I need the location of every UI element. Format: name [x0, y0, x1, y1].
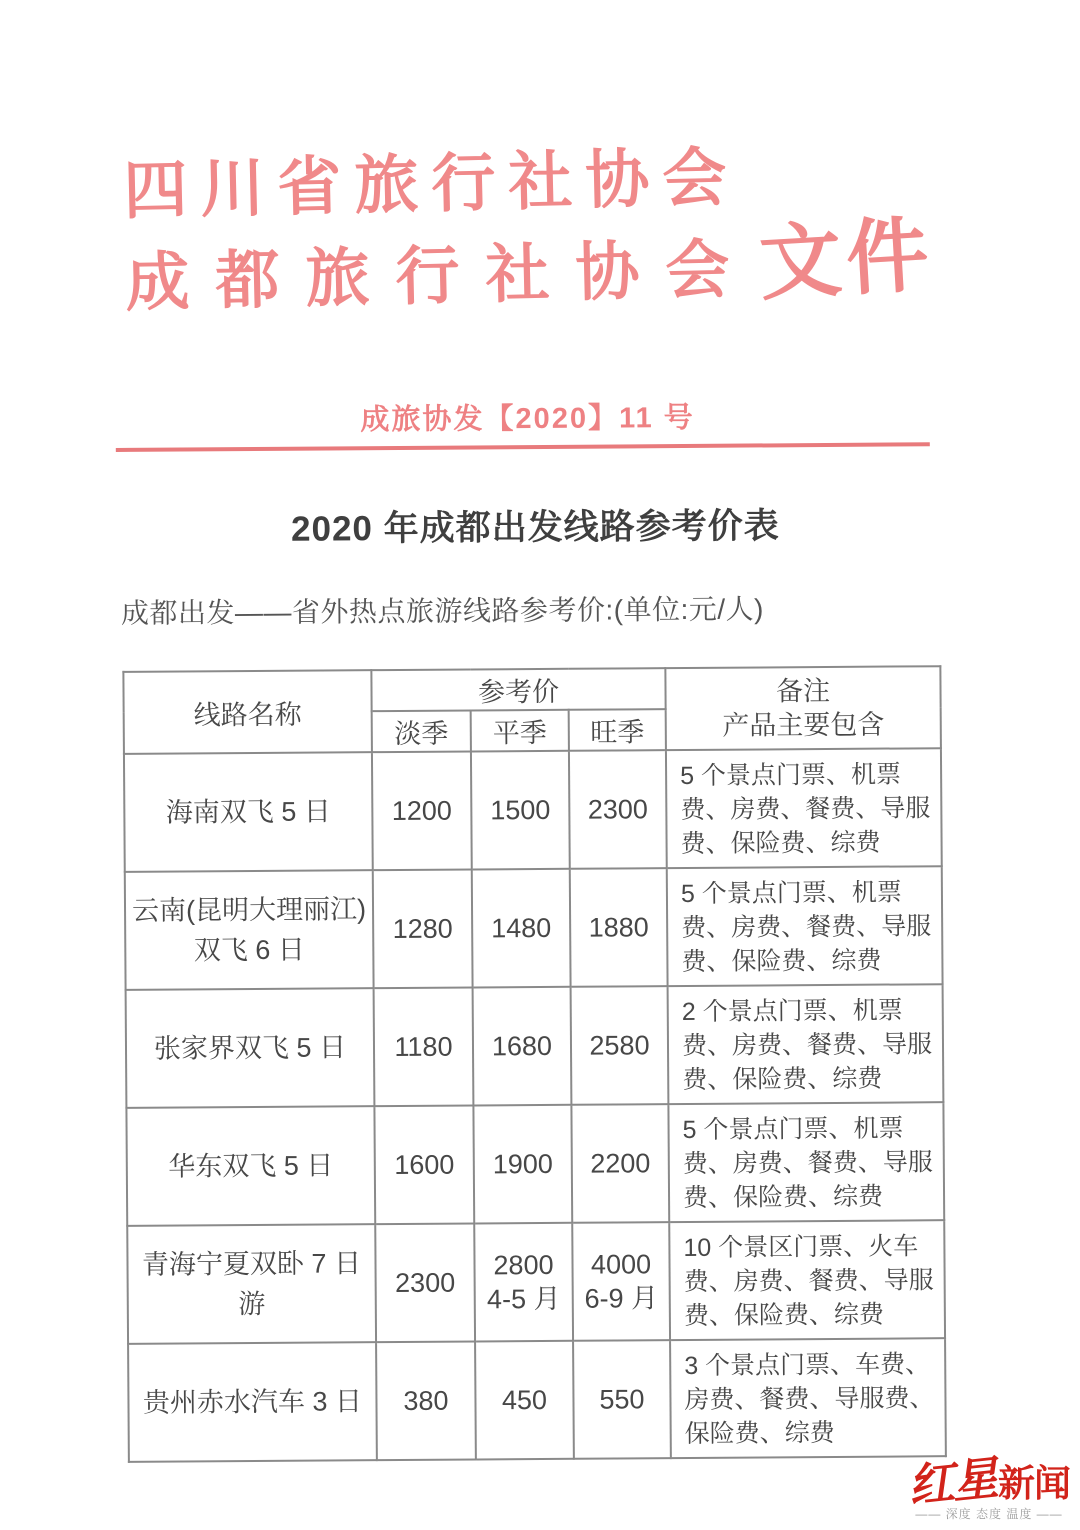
table-row [128, 1338, 946, 1462]
note-header-subtitle: 产品主要包含 [722, 709, 885, 741]
price-period: 4-5 月 [486, 1283, 561, 1315]
price-mid-cell: 450 [475, 1341, 574, 1460]
season-high-header-cell: 旺季 [569, 709, 666, 751]
table-row [126, 1102, 944, 1226]
note-cell: 10 个景区门票、火车费、房费、餐费、导服费、保险费、综费 [669, 1220, 945, 1340]
note-cell: 5 个景点门票、机票费、房费、餐费、导服费、保险费、综费 [668, 1102, 944, 1222]
price-high-cell: 550 [573, 1340, 671, 1459]
price-high-cell: 2580 [571, 986, 669, 1105]
hongxing-news-logo [904, 1451, 1074, 1521]
org-name-line2: 成都旅行社协会 [124, 232, 757, 319]
price-mid-cell: 1500 [471, 751, 570, 870]
logo-tagline: —— 深度 态度 温度 —— [915, 1507, 1063, 1521]
season-mid-header-cell: 平季 [471, 710, 569, 752]
note-header-cell [665, 666, 941, 750]
price-low-cell: 1180 [374, 987, 474, 1106]
doc-number: 成旅协发【2020】11 号 [360, 401, 695, 437]
logo-block-text: 新闻 [998, 1463, 1070, 1504]
price-mid-cell [474, 1223, 573, 1342]
price-high-cell: 2200 [571, 1104, 669, 1223]
table-row [126, 984, 944, 1108]
table-subtitle: 成都出发——省外热点旅游线路参考价:(单位:元/人) [120, 593, 765, 629]
table-row [125, 866, 943, 990]
price-high-cell: 2300 [569, 750, 667, 869]
route-cell: 张家界双飞 5 日 [126, 988, 375, 1108]
letterhead [123, 134, 947, 353]
price-high-cell [572, 1222, 670, 1341]
logo-wordmark [904, 1451, 1074, 1513]
note-cell: 3 个景点门票、车费、房费、餐费、导服费、保险费、综费 [670, 1338, 946, 1458]
note-header-title: 备注 [775, 675, 831, 707]
price-mid-cell: 1680 [473, 987, 572, 1106]
red-divider-rule [116, 442, 930, 452]
price-table [122, 665, 947, 1463]
route-header-cell: 线路名称 [123, 670, 372, 754]
price-low-cell: 2300 [375, 1223, 475, 1342]
price-group-header-cell: 参考价 [371, 668, 665, 711]
price-value: 2800 [493, 1249, 554, 1281]
page-title: 2020 年成都出发线路参考价表 [290, 506, 780, 549]
route-cell [125, 870, 374, 990]
season-low-header-cell: 淡季 [372, 710, 471, 752]
price-low-cell: 380 [376, 1341, 476, 1460]
table-row [127, 1220, 945, 1344]
route-name-line: 双飞 6 日 [193, 934, 305, 966]
doc-type-label: 文件 [756, 209, 936, 311]
price-low-cell: 1280 [373, 869, 473, 988]
route-cell: 青海宁夏双卧 7 日游 [127, 1224, 376, 1344]
note-cell: 5 个景点门票、机票费、房费、餐费、导服费、保险费、综费 [666, 748, 942, 868]
price-mid-cell: 1480 [472, 869, 571, 988]
note-cell: 2 个景点门票、机票费、房费、餐费、导服费、保险费、综费 [668, 984, 944, 1104]
route-name-line: 云南(昆明大理丽江) [131, 894, 367, 926]
route-cell: 海南双飞 5 日 [124, 752, 373, 872]
logo-script-text: 红星 [905, 1451, 999, 1513]
price-value: 4000 [590, 1249, 652, 1280]
org-name-line1: 四川省旅行社协会 [122, 140, 741, 227]
route-cell: 华东双飞 5 日 [126, 1106, 375, 1226]
price-low-cell: 1600 [374, 1105, 474, 1224]
table-header-row-1 [123, 666, 940, 713]
price-low-cell: 1200 [372, 751, 472, 870]
price-high-cell: 1880 [570, 868, 668, 987]
table-row [124, 748, 942, 872]
price-period: 6-9 月 [584, 1283, 659, 1314]
route-cell: 贵州赤水汽车 3 日 [128, 1342, 377, 1462]
price-mid-cell: 1900 [473, 1105, 572, 1224]
note-cell: 5 个景点门票、机票费、房费、餐费、导服费、保险费、综费 [667, 866, 943, 986]
